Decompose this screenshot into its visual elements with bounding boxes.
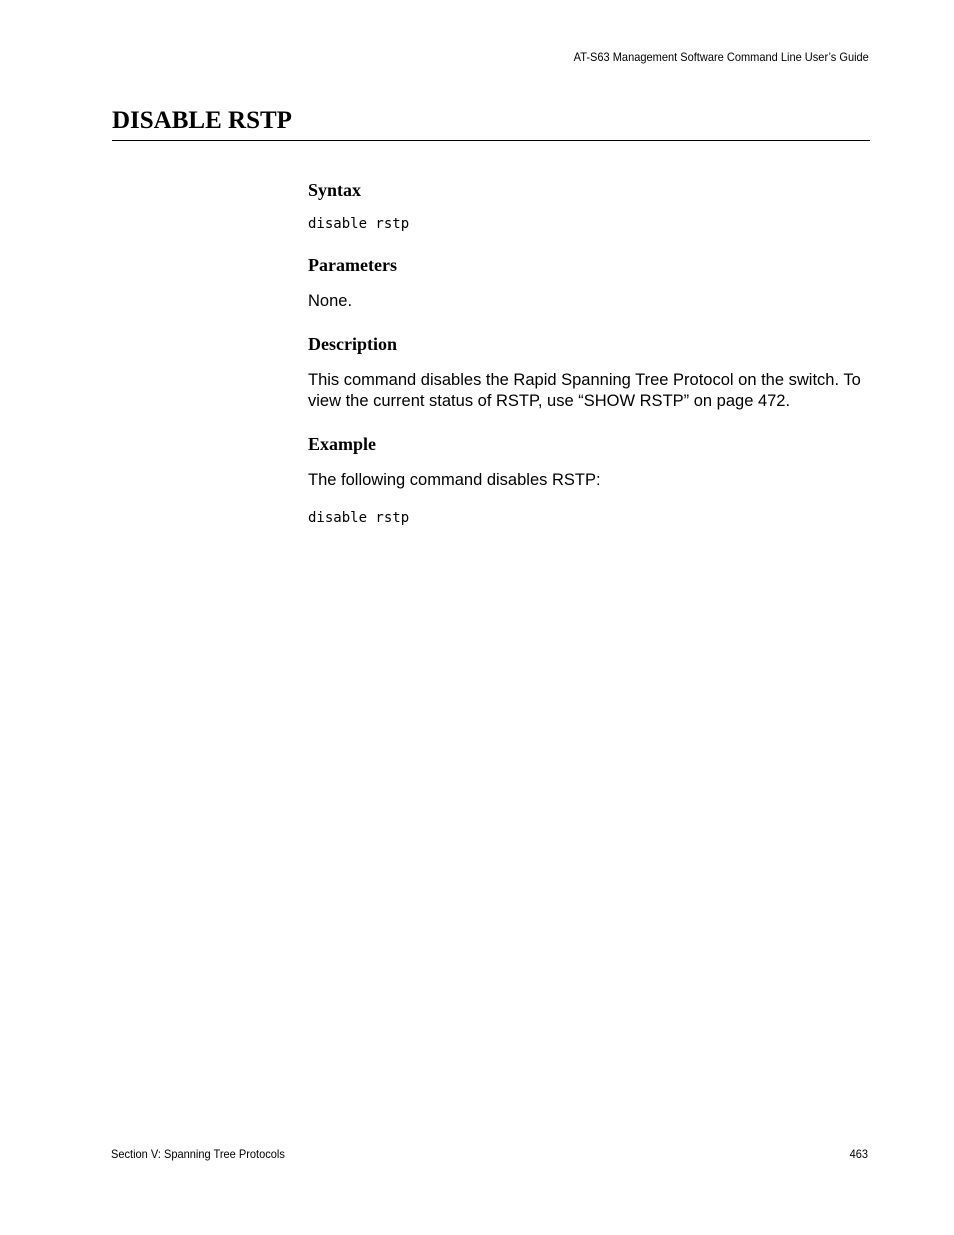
syntax-code: disable rstp: [308, 216, 410, 232]
title-divider: [112, 140, 870, 141]
command-content: [308, 178, 868, 527]
example-code: disable rstp: [308, 510, 410, 526]
running-header: AT-S63 Management Software Command Line User’s Guide: [573, 50, 869, 64]
example-heading: Example: [308, 434, 377, 454]
syntax-heading: Syntax: [308, 180, 362, 200]
parameters-heading: Parameters: [308, 255, 397, 275]
page-title: DISABLE RSTP: [112, 107, 292, 134]
example-text: The following command disables RSTP:: [308, 471, 601, 489]
footer-section-label: Section V: Spanning Tree Protocols: [111, 1147, 285, 1161]
page-number: 463: [849, 1147, 868, 1161]
parameters-text: None.: [308, 292, 353, 310]
description-heading: Description: [308, 334, 397, 354]
description-text: This command disables the Rapid Spanning Tree Protocol on the switch. To view the current status of RSTP, use “SHOW RSTP” on page 472.: [308, 371, 861, 410]
